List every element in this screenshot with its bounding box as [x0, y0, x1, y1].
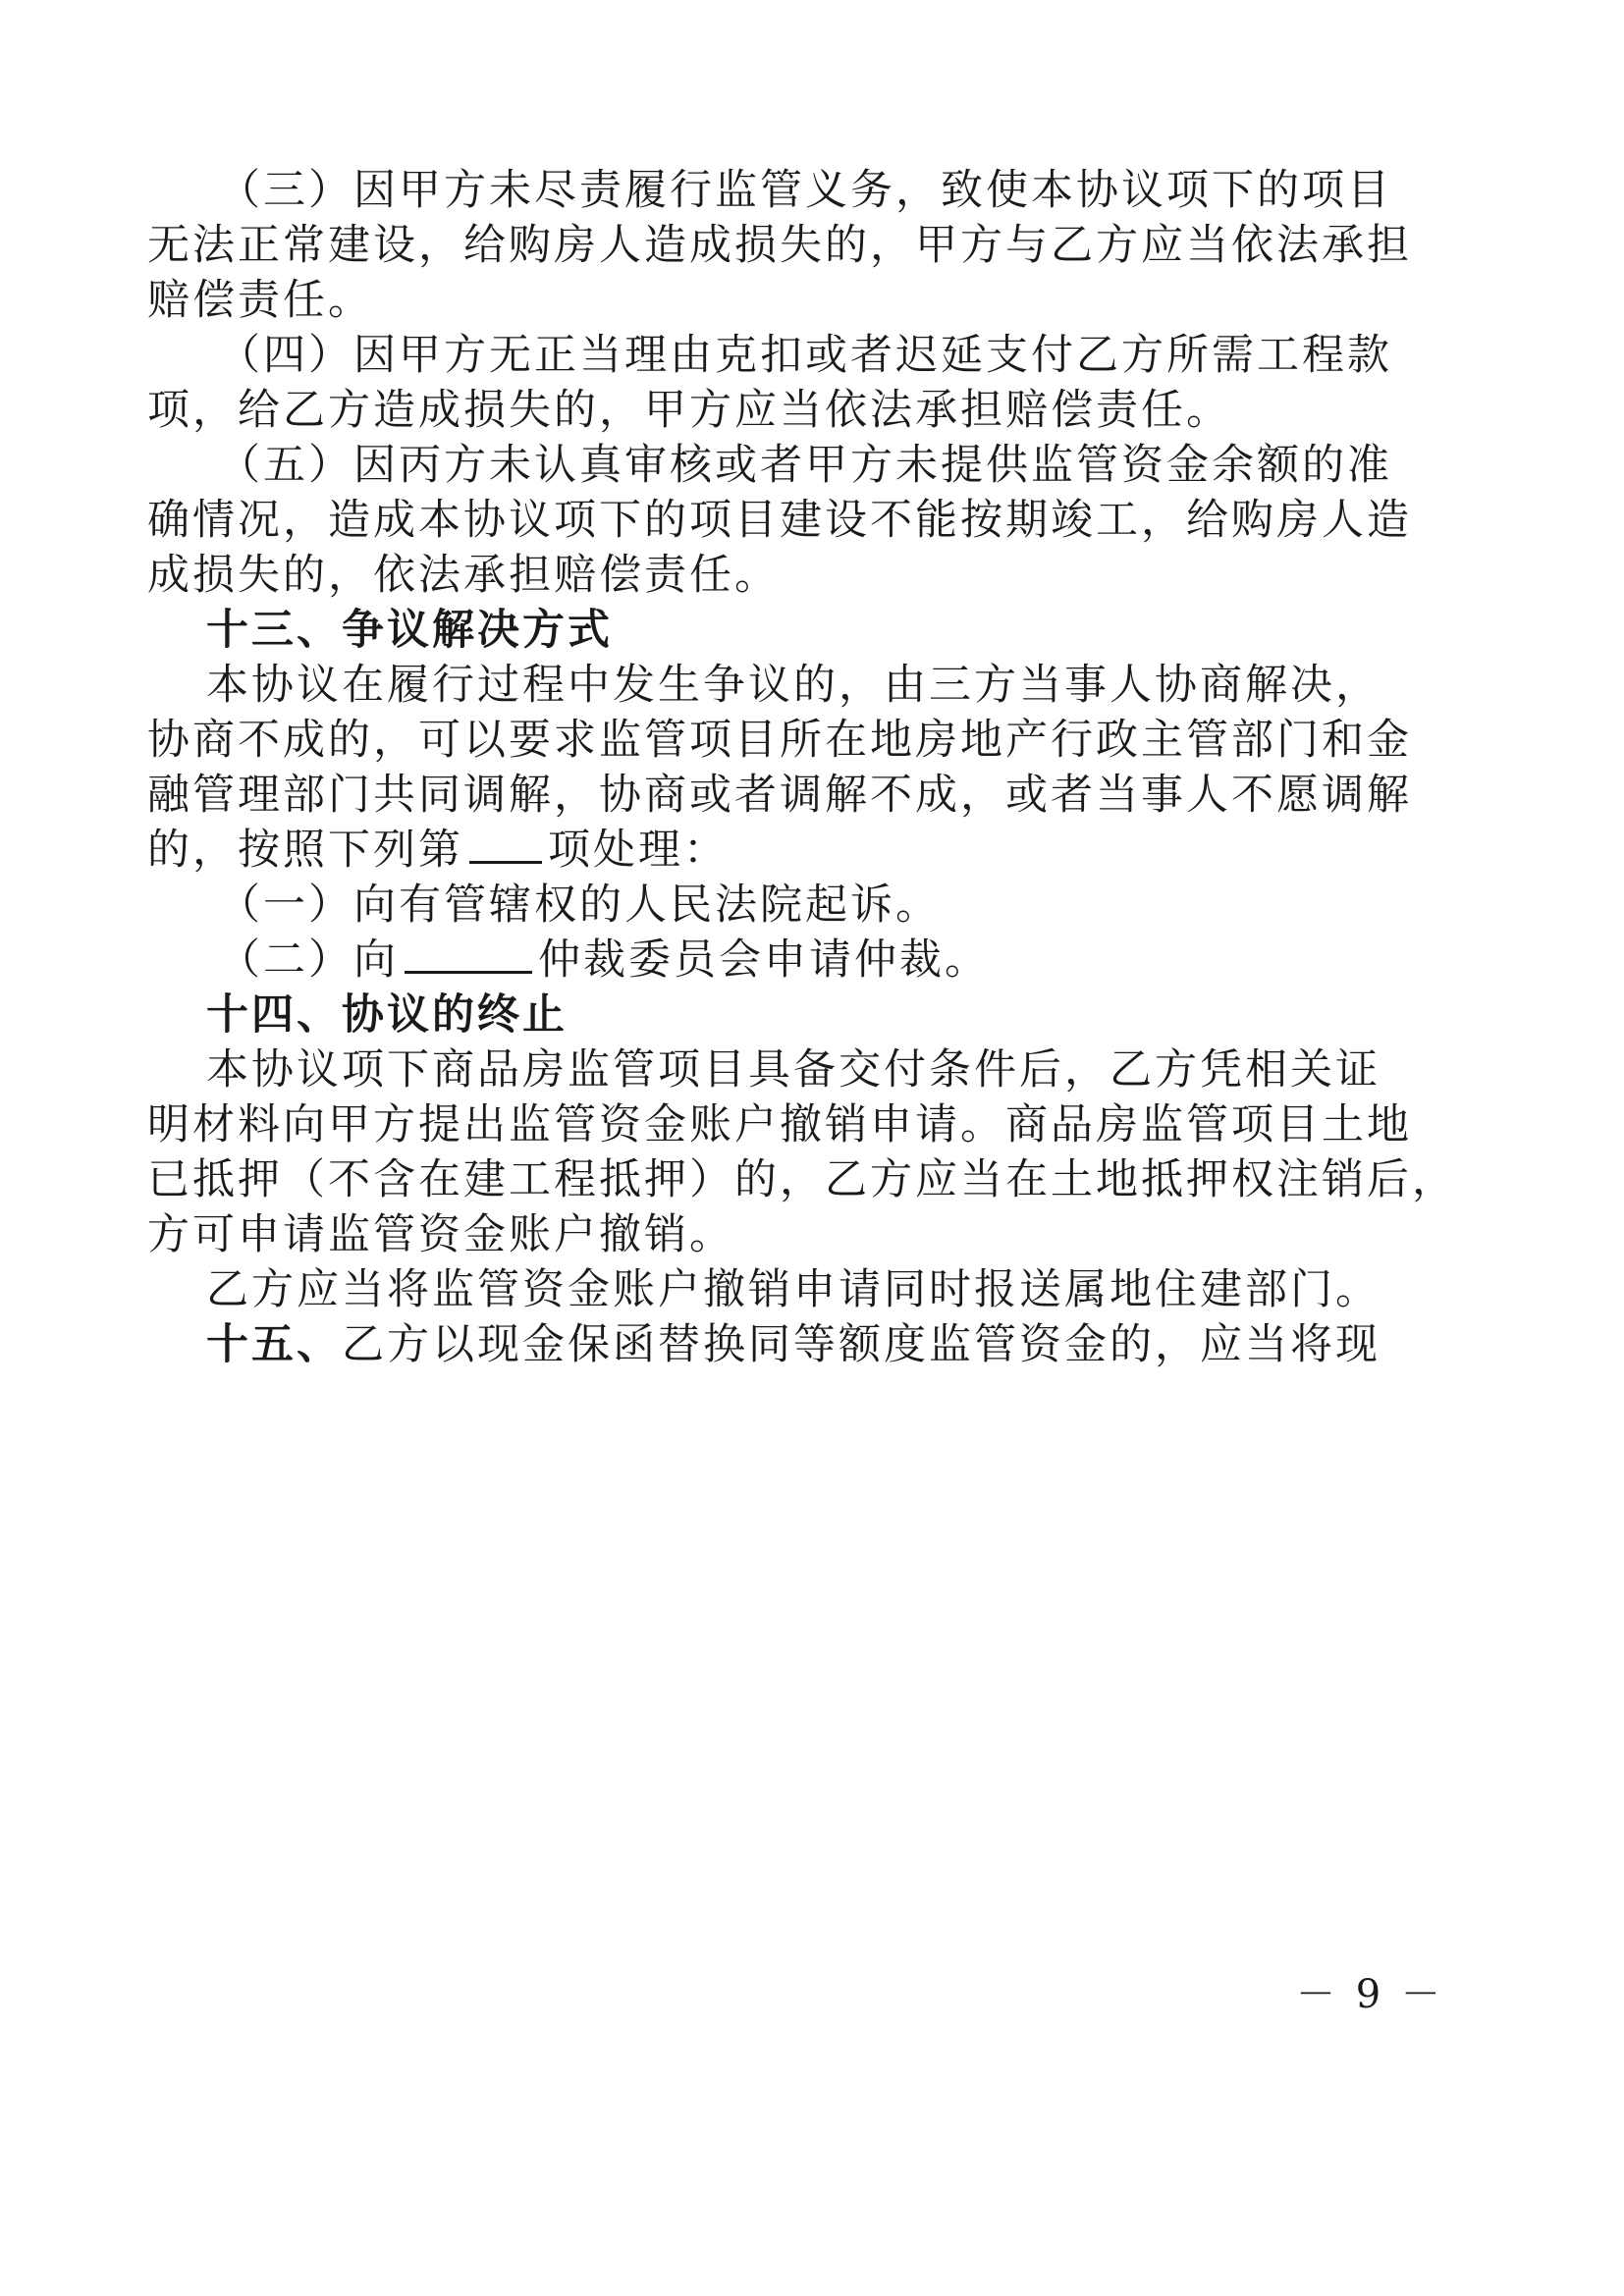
section-14-line-4: 方可申请监管资金账户撤销。: [147, 1210, 734, 1259]
paragraph-3-line-2: 无法正常建设，给购房人造成损失的，甲方与乙方应当依法承担: [147, 221, 1412, 270]
section-15-heading-label: 十五、: [206, 1320, 342, 1369]
section-13-line-3: 融管理部门共同调解，协商或者调解不成，或者当事人不愿调解: [147, 771, 1412, 820]
arbitration-commission-blank: [405, 926, 532, 974]
section-13-line-1: 本协议在履行过程中发生争议的，由三方当事人协商解决，: [206, 661, 1380, 710]
section-14-line-1: 本协议项下商品房监管项目具备交付条件后，乙方凭相关证: [206, 1045, 1380, 1095]
section-13-heading: 十三、争议解决方式: [206, 606, 613, 655]
paragraph-5-line-1: （五）因丙方未认真审核或者甲方未提供监管资金余额的准: [218, 441, 1392, 490]
section-14-heading: 十四、协议的终止: [206, 990, 568, 1040]
section-13-line-4-text-a: 的，按照下列第: [147, 826, 463, 875]
paragraph-3-line-1: （三）因甲方未尽责履行监管义务，致使本协议项下的项目: [218, 166, 1392, 215]
paragraph-5-line-3: 成损失的，依法承担赔偿责任。: [147, 551, 780, 600]
section-15-line-1: [206, 1306, 1380, 1384]
item-number-blank: [469, 816, 542, 864]
section-14-line-2: 明材料向甲方提出监管资金账户撤销申请。商品房监管项目土地: [147, 1100, 1412, 1149]
option-2-text-a: （二）向: [218, 935, 399, 985]
page-number: － 9 －: [1296, 1972, 1444, 2017]
option-2-text-b: 仲裁委员会申请仲裁。: [538, 935, 990, 985]
option-1-litigation: （一）向有管辖权的人民法院起诉。: [218, 881, 941, 930]
section-13-line-2: 协商不成的，可以要求监管项目所在地房地产行政主管部门和金: [147, 716, 1412, 765]
paragraph-5-line-2: 确情况，造成本协议项下的项目建设不能按期竣工，给购房人造: [147, 496, 1412, 545]
section-14-second-paragraph: 乙方应当将监管资金账户撤销申请同时报送属地住建部门。: [206, 1265, 1380, 1314]
paragraph-3-line-3: 赔偿责任。: [147, 276, 373, 325]
section-15-text: 乙方以现金保函替换同等额度监管资金的，应当将现: [342, 1320, 1380, 1369]
paragraph-4-line-1: （四）因甲方无正当理由克扣或者迟延支付乙方所需工程款: [218, 331, 1392, 380]
section-14-line-3: 已抵押（不含在建工程抵押）的，乙方应当在土地抵押权注销后，: [147, 1155, 1457, 1204]
section-13-line-4-text-b: 项处理：: [548, 826, 729, 875]
paragraph-4-line-2: 项，给乙方造成损失的，甲方应当依法承担赔偿责任。: [147, 386, 1231, 435]
